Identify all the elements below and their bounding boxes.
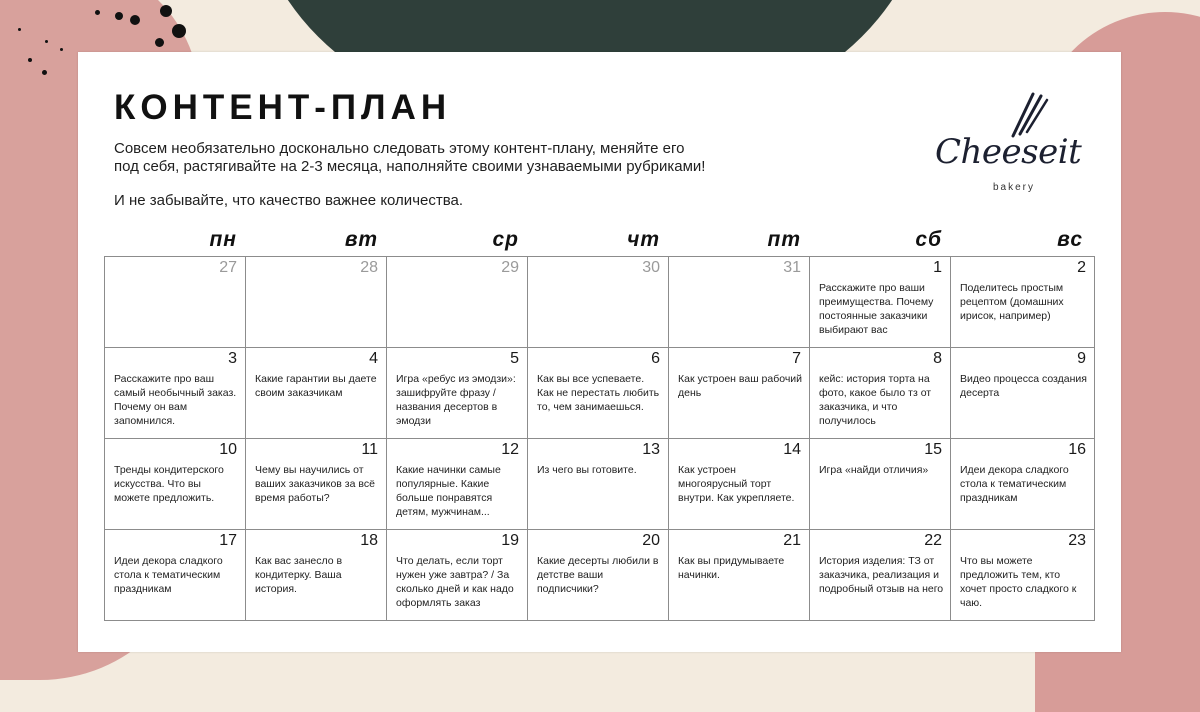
calendar-week-row [105,348,1095,439]
day-number: 16 [1068,441,1086,458]
logo-subtitle: bakery [993,182,1036,193]
weekday-mon: пн [209,228,237,251]
calendar-week-row [105,439,1095,530]
intro-line-1: Совсем необязательно досконально следовать этому контент-плану, меняйте его [114,140,685,157]
cheeseit-logo [935,92,1095,192]
day-number: 14 [783,441,801,458]
day-topic: Расскажите про ваш самый необычный заказ. Почему он вам запомнился. [114,373,237,427]
day-number: 21 [783,532,801,549]
intro-text [114,140,705,176]
day-topic: Как устроен многоярусный торт внутри. Как укрепляете. [678,464,795,504]
day-topic: Из чего вы готовите. [537,464,637,476]
day-number: 20 [642,532,660,549]
day-number: 23 [1068,532,1086,549]
calendar-day-cell [951,439,1095,530]
day-topic: Как вас занесло в кондитерку. Ваша история. [255,555,343,595]
day-number: 17 [219,532,237,549]
day-topic: Игра «найди отличия» [819,464,929,476]
day-number: 1 [933,259,942,276]
calendar-day-cell [951,530,1095,621]
day-topic: кейс: история торта на фото, какое было тз от заказчика, и что получилось [819,373,932,427]
day-number: 11 [361,441,378,458]
calendar-day-cell [387,257,528,348]
day-number: 18 [360,532,378,549]
calendar-day-cell [669,439,810,530]
day-number: 13 [642,441,660,458]
day-number: 22 [924,532,942,549]
day-topic: История изделия: ТЗ от заказчика, реализация и подробный отзыв на него [819,555,944,595]
calendar-day-cell [669,348,810,439]
content-plan-sheet [78,52,1121,652]
page-title: КОНТЕНТ-ПЛАН [114,88,452,127]
day-number: 8 [933,350,942,367]
day-topic: Тренды кондитерского искусства. Что вы можете предложить. [114,464,224,504]
day-topic: Видео процесса создания десерта [960,373,1087,399]
day-topic: Расскажите про ваши преимущества. Почему постоянные заказчики выбирают вас [819,282,934,336]
calendar-day-cell [387,439,528,530]
day-number: 9 [1077,350,1086,367]
day-number: 31 [783,259,801,276]
weekday-sun: вс [1057,228,1083,251]
calendar-day-cell [246,439,387,530]
day-topic: Игра «ребус из эмодзи»: зашифруйте фразу / названия десертов в эмодзи [396,373,516,427]
day-topic: Что вы можете предложить тем, кто хочет просто сладкого к чаю. [960,555,1077,609]
day-topic: Что делать, если торт нужен уже завтра? / За сколько дней и как надо оформлять заказ [396,555,514,609]
day-topic: Идеи декора сладкого стола к тематическим праздникам [114,555,223,595]
calendar-day-cell [387,348,528,439]
calendar-day-cell [669,257,810,348]
calendar-day-cell [669,530,810,621]
day-topic: Как вы придумываете начинки. [678,555,785,581]
day-number: 7 [792,350,801,367]
day-number: 15 [924,441,942,458]
calendar-day-cell [528,257,669,348]
day-topic: Идеи декора сладкого стола к тематическим праздникам [960,464,1069,504]
day-topic: Как устроен ваш рабочий день [678,373,803,399]
weekday-header [104,228,1093,254]
day-number: 4 [369,350,378,367]
day-number: 3 [228,350,237,367]
day-number: 6 [651,350,660,367]
day-number: 2 [1077,259,1086,276]
day-number: 27 [219,259,237,276]
day-number: 28 [360,259,378,276]
day-topic: Поделитесь простым рецептом (домашних ирисок, например) [960,282,1064,322]
calendar-day-cell [105,439,246,530]
weekday-thu: чт [627,228,660,251]
day-topic: Как вы все успеваете. Как не перестать любить то, чем занимаешься. [537,373,660,413]
calendar-day-cell [246,257,387,348]
day-number: 30 [642,259,660,276]
day-topic: Чему вы научились от ваших заказчиков за всё время работы? [255,464,375,504]
day-number: 19 [501,532,519,549]
calendar-day-cell [105,530,246,621]
weekday-sat: сб [915,228,942,251]
quality-note: И не забывайте, что качество важнее количества. [114,192,464,209]
weekday-tue: вт [344,228,378,251]
day-topic: Какие начинки самые популярные. Какие больше понравятся детям, мужчинам... [396,464,501,518]
calendar-day-cell [810,439,951,530]
day-number: 29 [501,259,519,276]
calendar-week-row [105,530,1095,621]
calendar-day-cell [951,348,1095,439]
day-topic: Какие гарантии вы даете своим заказчикам [255,373,377,399]
weekday-fri: пт [767,228,801,251]
intro-line-2: под себя, растягивайте на 2-3 месяца, наполняйте своими узнаваемыми рубриками! [114,158,706,175]
calendar-week-row [105,257,1095,348]
calendar-day-cell [951,257,1095,348]
calendar-day-cell [810,348,951,439]
calendar-day-cell [528,348,669,439]
calendar-day-cell [810,530,951,621]
calendar-day-cell [528,530,669,621]
day-number: 12 [501,441,519,458]
calendar-day-cell [387,530,528,621]
calendar-day-cell [810,257,951,348]
calendar-day-cell [246,348,387,439]
calendar-day-cell [105,257,246,348]
day-topic: Какие десерты любили в детстве ваши подписчики? [537,555,659,595]
day-number: 5 [510,350,519,367]
logo-wordmark: Cheeseit [935,132,1082,172]
calendar-day-cell [528,439,669,530]
calendar-grid [104,256,1095,621]
calendar-day-cell [105,348,246,439]
day-number: 10 [219,441,237,458]
weekday-wed: ср [492,228,519,251]
calendar-day-cell [246,530,387,621]
